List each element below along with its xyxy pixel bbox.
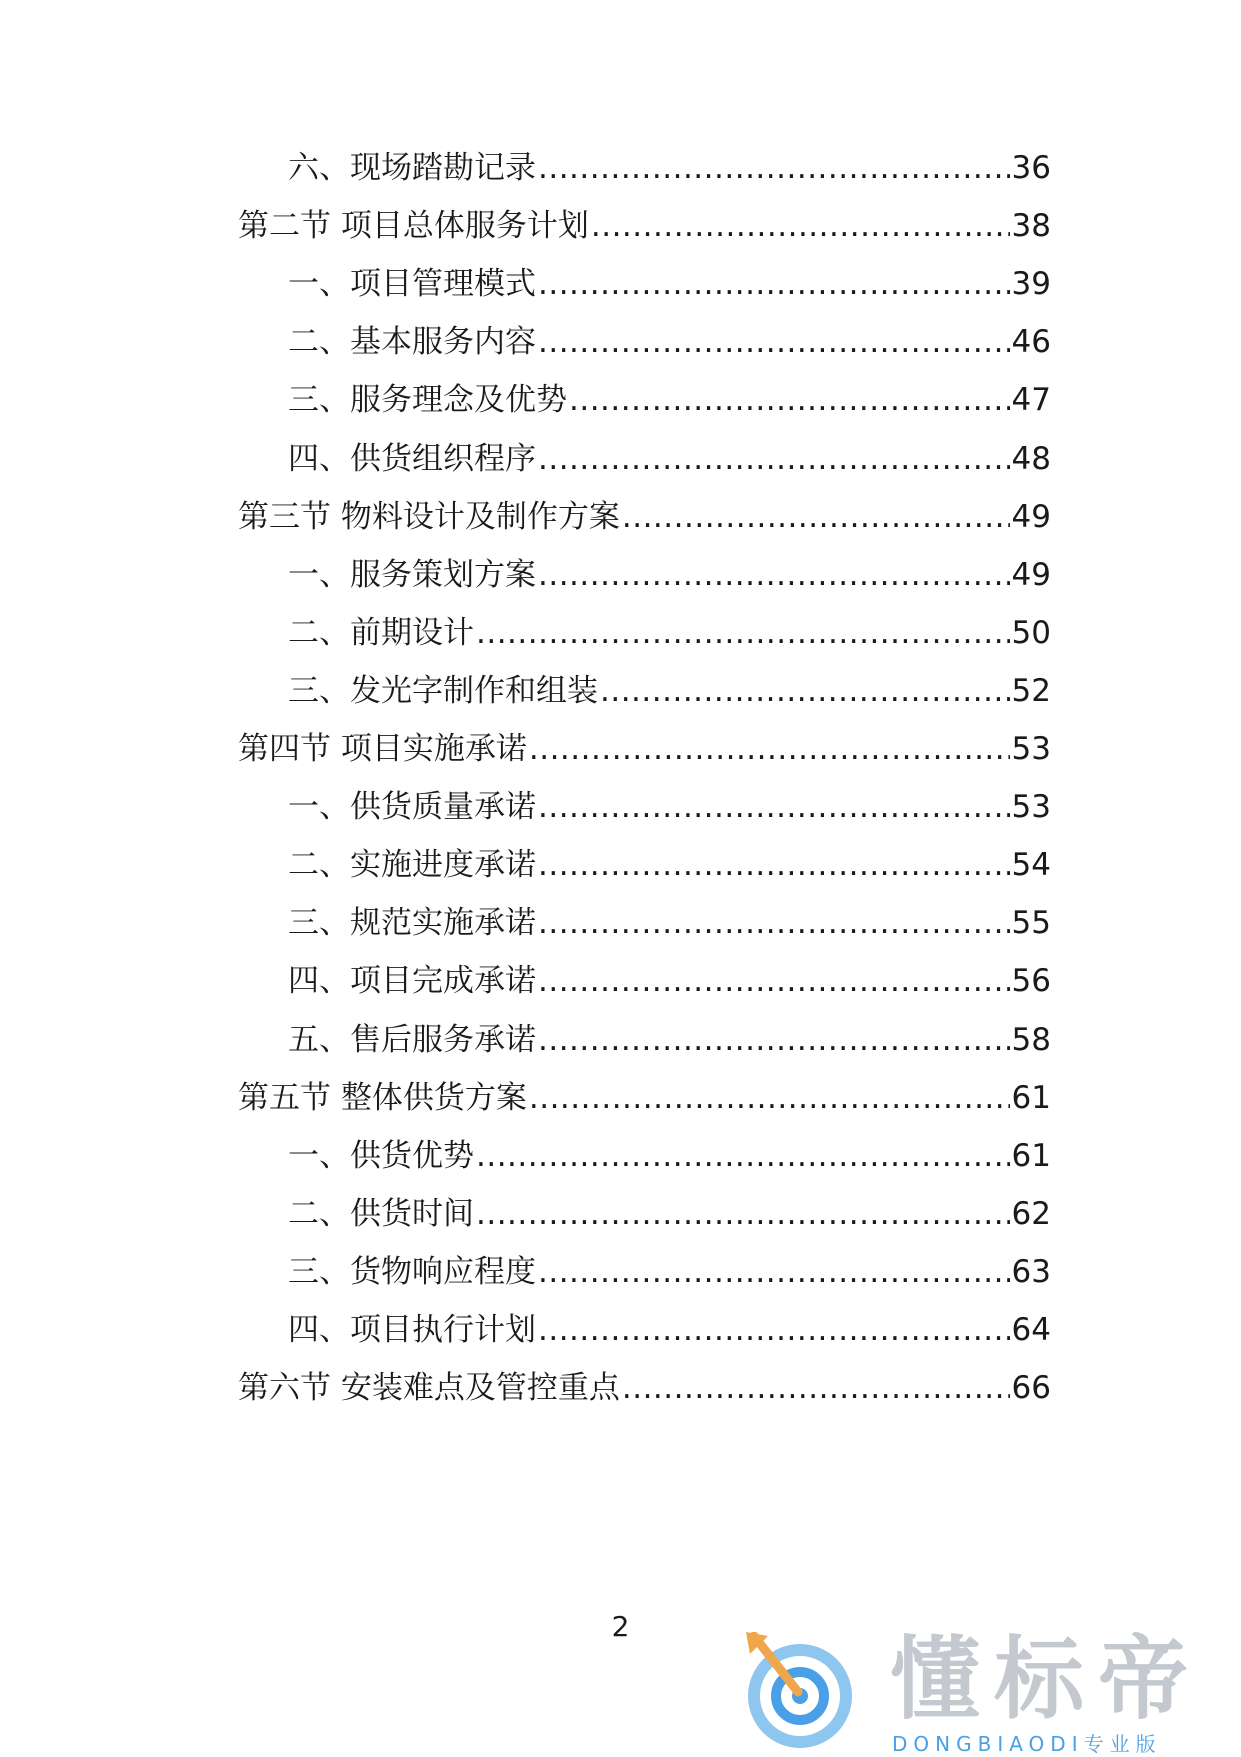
toc-page-number: 49 xyxy=(1011,556,1051,593)
toc-dot-leader xyxy=(538,437,1010,481)
toc-subsection-entry xyxy=(288,843,1051,887)
toc-page-number: 49 xyxy=(1011,498,1051,535)
toc-subsection-entry xyxy=(288,959,1051,1003)
toc-page-number: 64 xyxy=(1011,1312,1051,1348)
toc-subsection-entry xyxy=(288,901,1051,945)
toc-dot-leader xyxy=(600,669,1010,713)
toc-page-number: 48 xyxy=(1011,440,1051,477)
toc-entry-title: 二、供货时间 xyxy=(288,1195,474,1232)
watermark xyxy=(740,1627,1240,1756)
toc-dot-leader xyxy=(622,495,1010,539)
toc-subsection-entry xyxy=(288,262,1051,306)
toc-entry-title: 四、项目完成承诺 xyxy=(288,963,536,1000)
toc-dot-leader xyxy=(538,785,1010,829)
toc-dot-leader xyxy=(538,262,1010,306)
toc-page-number: 52 xyxy=(1011,672,1051,709)
toc-dot-leader xyxy=(538,553,1010,597)
toc-section-entry xyxy=(238,495,1051,539)
toc-subsection-entry xyxy=(288,378,1051,422)
toc-subsection-entry xyxy=(288,1134,1051,1178)
toc-dot-leader xyxy=(569,378,1010,422)
toc-entry-title: 四、供货组织程序 xyxy=(288,440,536,477)
toc-entry-title: 三、发光字制作和组装 xyxy=(288,672,598,709)
toc-dot-leader xyxy=(476,1134,1010,1178)
toc-page-number: 62 xyxy=(1011,1195,1051,1232)
toc-entry-title: 第五节 整体供货方案 xyxy=(238,1079,527,1116)
toc-section-entry xyxy=(238,1366,1051,1410)
toc-page-number: 61 xyxy=(1011,1137,1051,1174)
toc-dot-leader xyxy=(538,1018,1010,1062)
toc-dot-leader xyxy=(476,611,1010,655)
toc-subsection-entry xyxy=(288,320,1051,364)
toc-dot-leader xyxy=(538,1250,1010,1294)
toc-page-number: 46 xyxy=(1011,324,1051,361)
toc-entry-title: 一、供货优势 xyxy=(288,1137,474,1174)
toc-section-entry xyxy=(238,204,1051,248)
toc-page-number: 53 xyxy=(1011,789,1051,826)
toc-page-number: 47 xyxy=(1011,382,1051,419)
toc-section-entry xyxy=(238,727,1051,771)
toc-dot-leader xyxy=(538,146,1010,190)
toc-entry-title: 一、项目管理模式 xyxy=(288,266,536,303)
toc-entry-title: 一、供货质量承诺 xyxy=(288,789,536,826)
toc-subsection-entry xyxy=(288,146,1051,190)
toc-subsection-entry xyxy=(288,785,1051,829)
toc-entry-title: 三、服务理念及优势 xyxy=(288,382,567,419)
toc-dot-leader xyxy=(538,959,1010,1003)
toc-entry-title: 六、现场踏勘记录 xyxy=(288,150,536,186)
toc-entry-title: 第六节 安装难点及管控重点 xyxy=(238,1370,620,1407)
toc-entry-title: 三、货物响应程度 xyxy=(288,1253,536,1290)
toc-subsection-entry xyxy=(288,611,1051,655)
toc-subsection-entry xyxy=(288,1308,1051,1352)
toc-page-number: 39 xyxy=(1011,266,1051,303)
toc-entry-title: 四、项目执行计划 xyxy=(288,1312,536,1348)
toc-page-number: 66 xyxy=(1011,1370,1051,1407)
toc-dot-leader xyxy=(591,204,1010,248)
toc-subsection-entry xyxy=(288,1018,1051,1062)
toc-page-number: 54 xyxy=(1011,847,1051,884)
toc-subsection-entry xyxy=(288,437,1051,481)
toc-section-entry xyxy=(238,1076,1051,1120)
watermark-brand: 懂标帝 xyxy=(890,1627,1202,1732)
toc-subsection-entry xyxy=(288,1192,1051,1236)
toc-dot-leader xyxy=(538,843,1010,887)
toc-subsection-entry xyxy=(288,553,1051,597)
toc-dot-leader xyxy=(622,1366,1010,1410)
toc-page-number: 63 xyxy=(1011,1253,1051,1290)
toc-page-number: 56 xyxy=(1011,963,1051,1000)
watermark-subtitle: DONGBIAODI专业版 xyxy=(892,1732,1162,1756)
toc-entry-title: 二、前期设计 xyxy=(288,614,474,651)
toc-entry-title: 二、实施进度承诺 xyxy=(288,847,536,884)
toc-dot-leader xyxy=(529,727,1010,771)
toc-entry-title: 第二节 项目总体服务计划 xyxy=(238,208,589,245)
toc-entry-title: 第四节 项目实施承诺 xyxy=(238,731,527,767)
toc-page-number: 55 xyxy=(1011,905,1051,942)
page-number: 2 xyxy=(611,1610,630,1643)
toc-subsection-entry xyxy=(288,1250,1051,1294)
toc-entry-title: 一、服务策划方案 xyxy=(288,556,536,593)
toc-dot-leader xyxy=(529,1076,1010,1120)
toc-page-number: 36 xyxy=(1011,150,1051,186)
toc-page-number: 58 xyxy=(1011,1021,1051,1058)
toc-page-number: 38 xyxy=(1011,208,1051,245)
toc-page-number: 53 xyxy=(1011,731,1051,767)
toc-subsection-entry xyxy=(288,669,1051,713)
toc-page-number: 50 xyxy=(1011,614,1051,651)
toc-entry-title: 第三节 物料设计及制作方案 xyxy=(238,498,620,535)
toc-entry-title: 五、售后服务承诺 xyxy=(288,1021,536,1058)
toc-entry-title: 三、规范实施承诺 xyxy=(288,905,536,942)
target-logo-icon xyxy=(744,1632,856,1750)
toc-dot-leader xyxy=(538,901,1010,945)
toc-dot-leader xyxy=(538,320,1010,364)
toc-entry-title: 二、基本服务内容 xyxy=(288,324,536,361)
toc-dot-leader xyxy=(538,1308,1010,1352)
toc-page-number: 61 xyxy=(1011,1079,1051,1116)
toc-dot-leader xyxy=(476,1192,1010,1236)
